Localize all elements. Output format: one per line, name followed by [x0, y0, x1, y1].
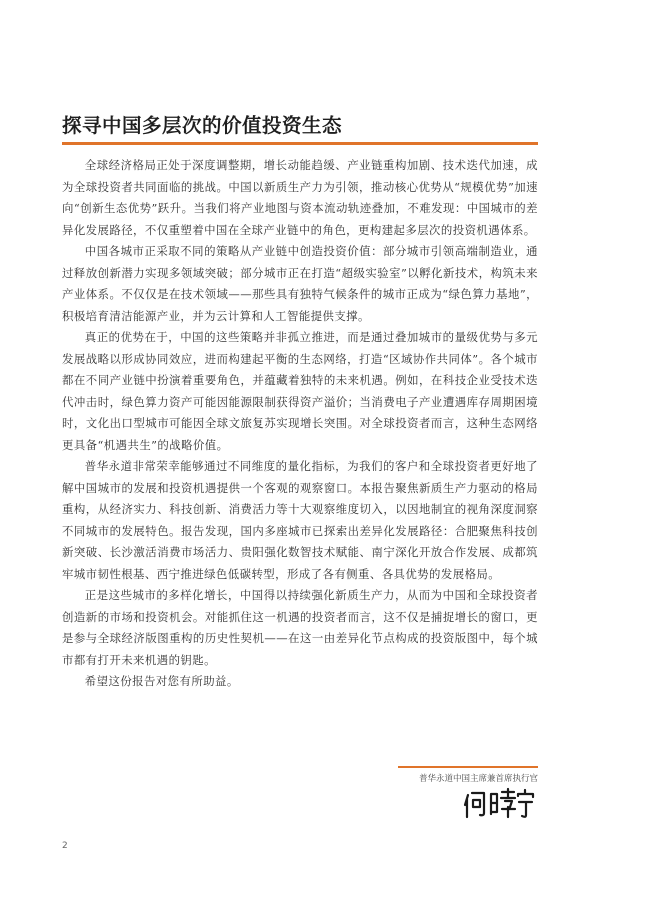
paragraph: 全球经济格局正处于深度调整期，增长动能趋缓、产业链重构加剧、技术迭代加速，成为全球投资者共同面临的挑战。中国以新质生产力为引领，推动核心优势从“规模优势”加速向“创新生态优势”跃升。当我们将产业地图与资本流动轨迹叠加，不难发现：中国城市的差异化发展路径，不仅重塑着中国在全球产业链中的角色，更构建起多层次的投资机遇体系。: [62, 158, 538, 237]
title-underline: [62, 142, 538, 145]
paragraph: 中国各城市正采取不同的策略从产业链中创造投资价值：部分城市引领高端制造业，通过释放创新潜力实现多领域突破；部分城市正在打造“超级实验室”以孵化新技术，构筑未来产业体系。不仅仅是在技术领域——那些具有独特气候条件的城市正成为“绿色算力基地”，积极培育清洁能源产业，并为云计算和人工智能提供支撑。: [62, 244, 538, 323]
paragraph: 普华永道非常荣幸能够通过不同维度的量化指标，为我们的客户和全球投资者更好地了解中国城市的发展和投资机遇提供一个客观的观察窗口。本报告聚焦新质生产力驱动的格局重构，从经济实力、科技创新、消费活力等十大观察维度切入，以因地制宜的视角深度洞察不同城市的发展特色。报告发现，国内多座城市已探索出差异化发展路径：合肥聚焦科技创新突破、长沙激活消费市场活力、贵阳强化数智技术赋能、南宁深化开放合作发展、成都筑牢城市韧性根基、西宁推进绿色低碳转型，形成了各有侧重、各具优势的发展格局。: [62, 459, 538, 581]
paragraph: 正是这些城市的多样化增长，中国得以持续强化新质生产力，从而为中国和全球投资者创造新的市场和投资机会。对能抓住这一机遇的投资者而言，这不仅是捕捉增长的窗口，更是参与全球经济版图重构的历史性契机——在这一由差异化节点构成的投资版图中，每个城市都有打开未来机遇的钥匙。: [62, 588, 538, 667]
body-text: [62, 155, 538, 693]
signature-divider: [398, 766, 538, 768]
paragraph: 希望这份报告对您有所助益。: [84, 674, 239, 688]
page-number: 2: [62, 841, 68, 851]
handwritten-signature: [462, 785, 538, 821]
paragraph: 真正的优势在于，中国的这些策略并非孤立推进，而是通过叠加城市的量级优势与多元发展战略以形成协同效应，进而构建起平衡的生态网络，打造“区域协作共同体”。各个城市都在不同产业链中扮演着重要角色，并蕴藏着独特的未来机遇。例如，在科技企业受技术迭代冲击时，绿色算力资产可能因能源限制获得资产溢价；当消费电子产业遭遇库存周期困境时，文化出口型城市可能因全球文旅复苏实现增长突围。对全球投资者而言，这种生态网络更具备“机遇共生”的战略价值。: [62, 330, 538, 452]
page-title: 探寻中国多层次的价值投资生态: [62, 114, 343, 137]
signatory-title: 普华永道中国主席兼首席执行官: [418, 774, 538, 784]
